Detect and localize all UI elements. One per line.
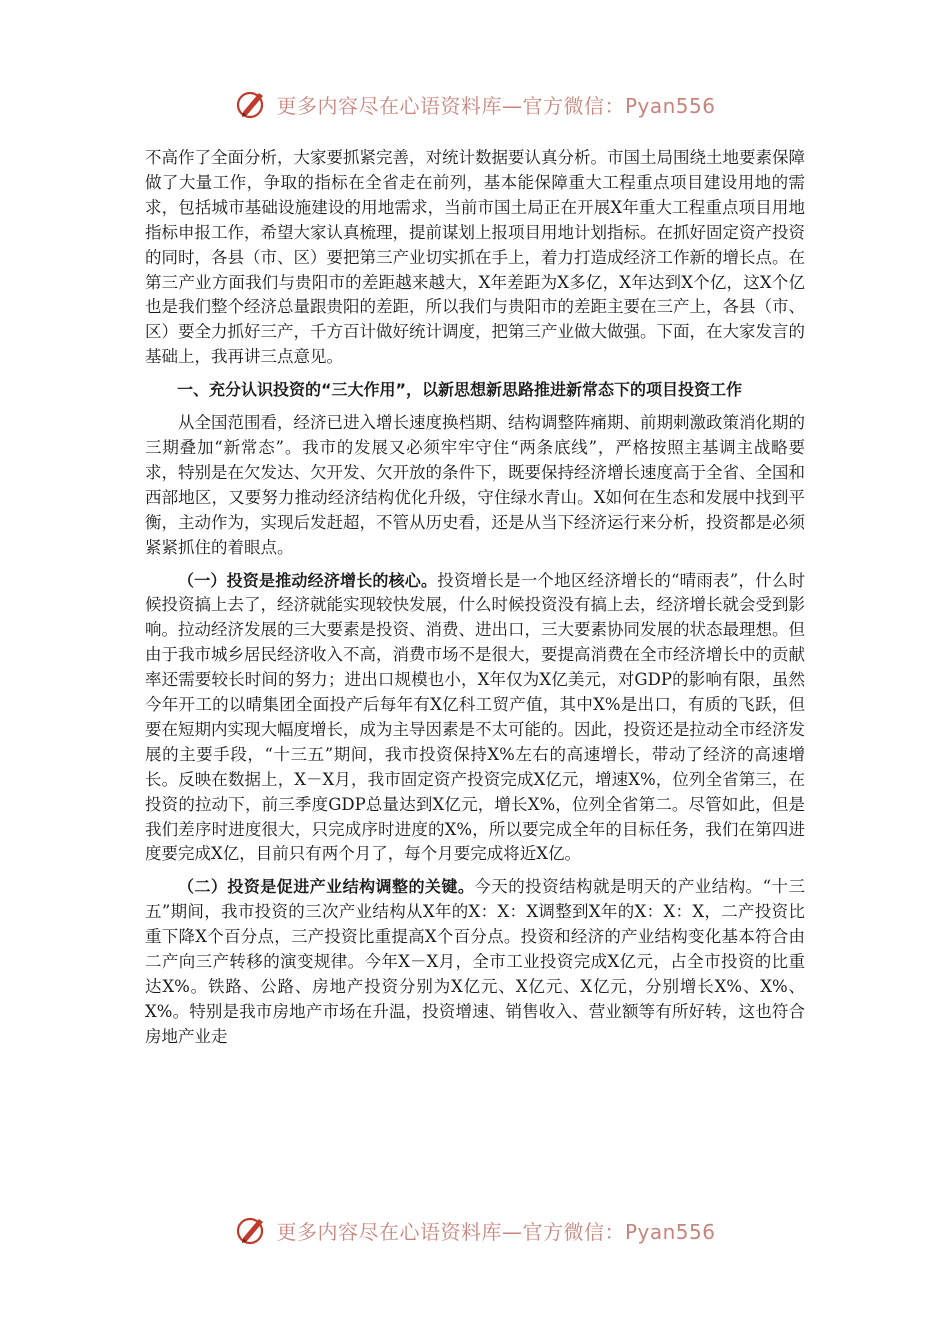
paragraph — [145, 875, 805, 1049]
document-body — [145, 146, 805, 1058]
paragraph-text: 投资增长是一个地区经济增长的“晴雨表”，什么时候投资搞上去了，经济就能实现较快发展，什么时候投资没有搞上去，经济增长就会受到影响。拉动经济发展的三大要素是投资、消费、进出口，三大要素协同发展的状态最理想。但由于我市城乡居民经济收入不高，消费市场不是很大，要提高消费在全市经济增长中的贡献率还需要较长时间的努力；进出口规模也小，X年仅为X亿美元，对GDP的影响有限，虽然今年开工的以晴集团全面投产后每年有X亿科工贸产值，其中X%是出口，有质的飞跃，但要在短期内实现大幅度增长，成为主导因素是不太可能的。因此，投资还是拉动全市经济发展的主要手段，“十三五”期间，我市投资保持X%左右的高速增长，带动了经济的高速增长。反映在数据上，X－X月，我市固定资产投资完成X亿元，增速X%，位列全省第三，在投资的拉动下，前三季度GDP总量达到X亿元，增长X%，位列全省第二。尽管如此，但是我们差序时进度很大，只完成序时进度的X%，所以要完成全年的目标任务，我们在第四进度要完成X亿，目前只有两个月了，每个月要完成将近X亿。 — [145, 570, 805, 864]
watermark-text: 更多内容尽在心语资料库—官方微信：Pyan556 — [276, 1219, 716, 1244]
watermark-text: 更多内容尽在心语资料库—官方微信：Pyan556 — [276, 93, 716, 118]
paragraph: 从全国范围看，经济已进入增长速度换档期、结构调整阵痛期、前期刺激政策消化期的三期叠加“新常态”。我市的发展又必须牢牢守住“两条底线”，严格按照主基调主战略要求，特别是在欠发达、欠开发、欠开放的条件下，既要保持经济增长速度高于全省、全国和西部地区，又要努力推动经济结构优化升级，守住绿水青山。X如何在生态和发展中找到平衡，主动作为，实现后发赶超，不管从历史看，还是从当下经济运行来分析，投资都是必须紧紧抓住的着眼点。 — [145, 413, 805, 557]
paragraph-text: 今天的投资结构就是明天的产业结构。“十三五”期间，我市投资的三次产业结构从X年的X：X：X调整到X年的X：X：X，二产投资比重下降X个百分点，三产投资比重提高X个百分点。投资和经济的产业结构变化基本符合由二产向三产转移的演变规律。今年X－X月，全市工业投资完成X亿元，占全市投资的比重达X%。铁路、公路、房地产投资分别为X亿元、X亿元、X亿元，分别增长X%、X%、X%。特别是我市房地产市场在升温，投资增速、销售收入、营业额等有所好转，这也符合房地产业走 — [145, 877, 805, 1046]
subsection-heading: （二）投资是促进产业结构调整的关键。 — [178, 877, 475, 897]
pen-logo-icon — [234, 86, 270, 122]
paragraph — [145, 569, 805, 868]
pen-logo-icon — [234, 1212, 270, 1248]
section-heading: 一、充分认识投资的“三大作用”，以新思想新思路推进新常态下的项目投资工作 — [177, 380, 743, 400]
paragraph: 不高作了全面分析，大家要抓紧完善，对统计数据要认真分析。市国土局围绕土地要素保障做了大量工作，争取的指标在全省走在前列，基本能保障重大工程重点项目建设用地的需求，包括城市基础设施建设的用地需求，当前市国土局正在开展X年重大工程重点项目用地指标申报工作，希望大家认真梳理，提前谋划上报项目用地计划指标。在抓好固定资产投资的同时，各县（市、区）要把第三产业切实抓在手上，着力打造成经济工作新的增长点。在第三产业方面我们与贵阳市的差距越来越大，X年差距为X多亿，X年达到X个亿，这X个亿也是我们整个经济总量跟贵阳的差距，所以我们与贵阳市的差距主要在三产上，各县（市、区）要全力抓好三产，千方百计做好统计调度，把第三产业做大做强。下面，在大家发言的基础上，我再讲三点意见。 — [145, 148, 805, 367]
header-watermark — [0, 82, 950, 126]
footer-watermark — [0, 1208, 950, 1252]
subsection-heading: （一）投资是推动经济增长的核心。 — [178, 570, 438, 590]
